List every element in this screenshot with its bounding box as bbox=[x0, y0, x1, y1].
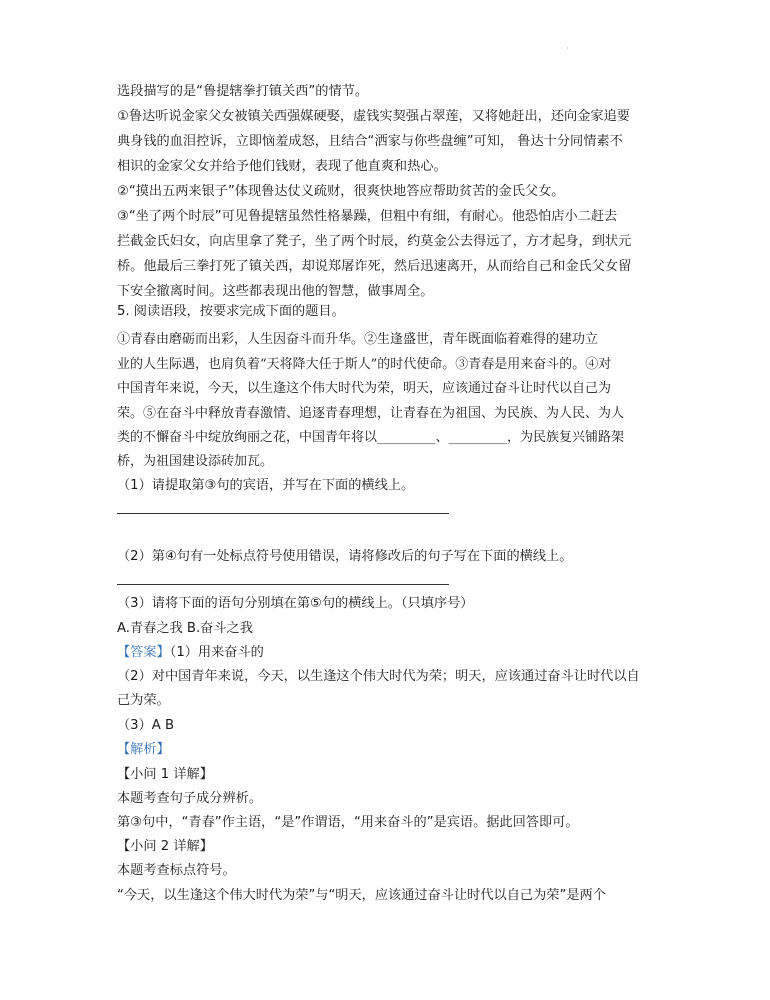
section-heading: 【小问 2 详解】 bbox=[117, 839, 213, 854]
text-line: 下安全撤离时间。这些都表现出他的智慧，做事周全。 bbox=[117, 284, 434, 299]
text-line: “今天，以生逢这个伟大时代为荣”与“明天，应该通过奋斗让时代以自己为荣”是两个 bbox=[117, 888, 606, 903]
text-line: 典身钱的血泪控诉，立即恼羞成怒，且结合“洒家与你些盘缠”可知， 鲁达十分同情素不 bbox=[117, 134, 623, 149]
page-marker: · bbox=[566, 44, 569, 53]
text-line: ③“坐了两个时辰”可见鲁提辖虽然性格暴躁，但粗中有细，有耐心。他恐怕店小二赶去 bbox=[117, 209, 618, 224]
text-line: 己为荣。 bbox=[117, 693, 170, 708]
text-line: （3）A B bbox=[117, 718, 175, 733]
answer-line-1 bbox=[117, 513, 449, 514]
analysis-tag: 【解析】 bbox=[117, 742, 170, 757]
question-title: 5. 阅读语段，按要求完成下面的题目。 bbox=[117, 304, 345, 319]
passage-line: 荣。⑤在奋斗中释放青春激情、追逐青春理想，让青春在为祖国、为民族、为人民、为人 bbox=[117, 406, 625, 421]
text-line: ①鲁达听说金家父女被镇关西强媒硬娶，虚钱实契强占翠莲，又将她赶出，还向金家追要 bbox=[117, 109, 630, 124]
passage-line: 桥，为祖国建设添砖加瓦。 bbox=[117, 454, 274, 469]
text-line: 拦截金氏妇女，向店里拿了凳子，坐了两个时辰，约莫金公去得远了，方才起身，到状元 bbox=[117, 234, 632, 249]
text-line: ②“摸出五两来银子”体现鲁达仗义疏财，很爽快地答应帮助贫苦的金氏父女。 bbox=[117, 184, 565, 199]
answer-line-2 bbox=[117, 584, 449, 585]
passage-line: 中国青年来说，今天，以生逢这个伟大时代为荣，明天，应该通过奋斗让时代以自己为 bbox=[117, 381, 612, 396]
answer-line bbox=[117, 643, 264, 663]
options-line: A.青春之我 B.奋斗之我 bbox=[117, 621, 253, 636]
text-line: 本题考查标点符号。 bbox=[117, 863, 236, 878]
text-line: （2）对中国青年来说，今天，以生逢这个伟大时代为荣；明天，应该通过奋斗让时代以自 bbox=[117, 669, 640, 684]
passage-line: 业的人生际遇，也肩负着“天将降大任于斯人”的时代使命。③青春是用来奋斗的。④对 bbox=[117, 357, 612, 372]
sub-question-3: （3）请将下面的语句分别填在第⑤句的横线上。（只填序号） bbox=[117, 596, 474, 611]
text-line: 相识的金家父女并给予他们钱财，表现了他直爽和热心。 bbox=[117, 159, 447, 174]
sub-question-2: （2）第④句有一处标点符号使用错误，请将修改后的句子写在下面的横线上。 bbox=[117, 549, 573, 564]
text-line: 桥。他最后三拳打死了镇关西，却说郑屠诈死，然后迅速离开，从而给自己和金氏父女留 bbox=[117, 259, 632, 274]
text-line: 本题考查句子成分辨析。 bbox=[117, 791, 263, 806]
passage-line: 类的不懈奋斗中绽放绚丽之花，中国青年将以_________、_________，为民族复兴铺路架 bbox=[117, 430, 625, 445]
section-heading: 【小问 1 详解】 bbox=[117, 767, 213, 782]
passage-line: ①青春由磨砺而出彩，人生因奋斗而升华。②生逢盛世，青年既面临着难得的建功立 bbox=[117, 332, 599, 347]
text-line: 第③句中，“青春”作主语，“是”作谓语，“用来奋斗的”是宾语。据此回答即可。 bbox=[117, 815, 579, 830]
sub-question-1: （1）请提取第③句的宾语，并写在下面的横线上。 bbox=[117, 478, 415, 493]
answer-tag: 【答案】 bbox=[117, 645, 170, 660]
text-line: 选段描写的是“鲁提辖拳打镇关西”的情节。 bbox=[117, 84, 369, 99]
answer-text: （1）用来奋斗的 bbox=[169, 645, 264, 660]
